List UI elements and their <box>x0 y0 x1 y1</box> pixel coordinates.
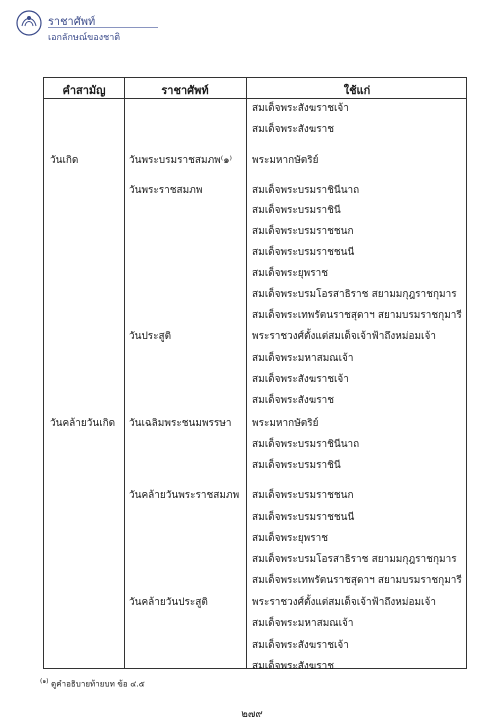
cell-used-for: สมเด็จพระบรมโอรสาธิราช สยามมกุฎราชกุมาร <box>252 289 457 300</box>
cell-used-for: สมเด็จพระยุพราช <box>252 268 329 279</box>
table-header <box>44 78 466 99</box>
cell-used-for: พระราชวงศ์ตั้งแต่สมเด็จเจ้าฟ้าถึงหม่อมเจ้า <box>252 331 436 342</box>
column-divider <box>246 78 247 668</box>
cell-used-for: สมเด็จพระเทพรัตนราชสุดาฯ สยามบรมราชกุมารี <box>252 575 462 586</box>
cell-used-for: สมเด็จพระสังฆราชเจ้า <box>252 640 349 651</box>
cell-royal: วันพระบรมราชสมภพ⁽๑⁾ <box>129 155 233 166</box>
cell-used-for: สมเด็จพระสังฆราช <box>252 395 334 406</box>
cell-used-for: สมเด็จพระบรมราชินี <box>252 460 341 471</box>
header-title: ราชาศัพท์ <box>48 15 96 28</box>
page-number: ๒๗๙ <box>241 709 263 720</box>
header-royal-word: ราชาศัพท์ <box>161 84 209 97</box>
column-divider <box>124 78 125 668</box>
cell-used-for: พระราชวงศ์ตั้งแต่สมเด็จเจ้าฟ้าถึงหม่อมเจ้า <box>252 597 436 608</box>
cell-used-for: สมเด็จพระบรมราชินีนาถ <box>252 185 360 196</box>
cell-royal: วันประสูติ <box>129 331 172 342</box>
emblem-icon <box>14 8 44 38</box>
cell-used-for: สมเด็จพระยุพราช <box>252 533 329 544</box>
cell-used-for: สมเด็จพระเทพรัตนราชสุดาฯ สยามบรมราชกุมารี <box>252 310 462 321</box>
cell-used-for: สมเด็จพระสังฆราช <box>252 661 334 672</box>
header-divider <box>48 27 158 28</box>
cell-used-for: สมเด็จพระสังฆราช <box>252 124 334 135</box>
cell-used-for: สมเด็จพระสังฆราชเจ้า <box>252 103 349 114</box>
cell-used-for: สมเด็จพระบรมราชชนนี <box>252 512 355 523</box>
vocabulary-table <box>43 77 467 672</box>
cell-used-for: พระมหากษัตริย์ <box>252 155 319 166</box>
cell-used-for: สมเด็จพระสังฆราชเจ้า <box>252 374 349 385</box>
cell-royal: วันคล้ายวันพระราชสมภพ <box>129 490 240 501</box>
cell-used-for: สมเด็จพระบรมราชชนก <box>252 226 354 237</box>
cell-common: วันคล้ายวันเกิด <box>50 418 116 429</box>
cell-royal: วันคล้ายวันประสูติ <box>129 597 208 608</box>
cell-common: วันเกิด <box>50 155 79 166</box>
cell-used-for: สมเด็จพระบรมราชชนก <box>252 490 354 501</box>
cell-royal: วันพระราชสมภพ <box>129 185 203 196</box>
footnote-mark: (๑) <box>40 678 49 685</box>
footnote-text: ดูคำอธิบายท้ายบท ข้อ ๔.๕ <box>51 679 145 689</box>
cell-used-for: สมเด็จพระบรมราชชนนี <box>252 247 355 258</box>
page-header <box>14 8 184 48</box>
header-used-for: ใช้แก่ <box>343 84 371 97</box>
cell-used-for: สมเด็จพระบรมโอรสาธิราช สยามมกุฎราชกุมาร <box>252 554 457 565</box>
cell-used-for: พระมหากษัตริย์ <box>252 418 319 429</box>
footnote <box>40 676 145 691</box>
header-common-word: คำสามัญ <box>62 84 106 97</box>
cell-used-for: สมเด็จพระบรมราชินี <box>252 205 341 216</box>
cell-royal: วันเฉลิมพระชนมพรรษา <box>129 418 232 429</box>
header-subtitle: เอกลักษณ์ของชาติ <box>48 33 121 43</box>
cell-used-for: สมเด็จพระมหาสมณเจ้า <box>252 618 354 629</box>
cell-used-for: สมเด็จพระมหาสมณเจ้า <box>252 353 354 364</box>
cell-used-for: สมเด็จพระบรมราชินีนาถ <box>252 439 360 450</box>
